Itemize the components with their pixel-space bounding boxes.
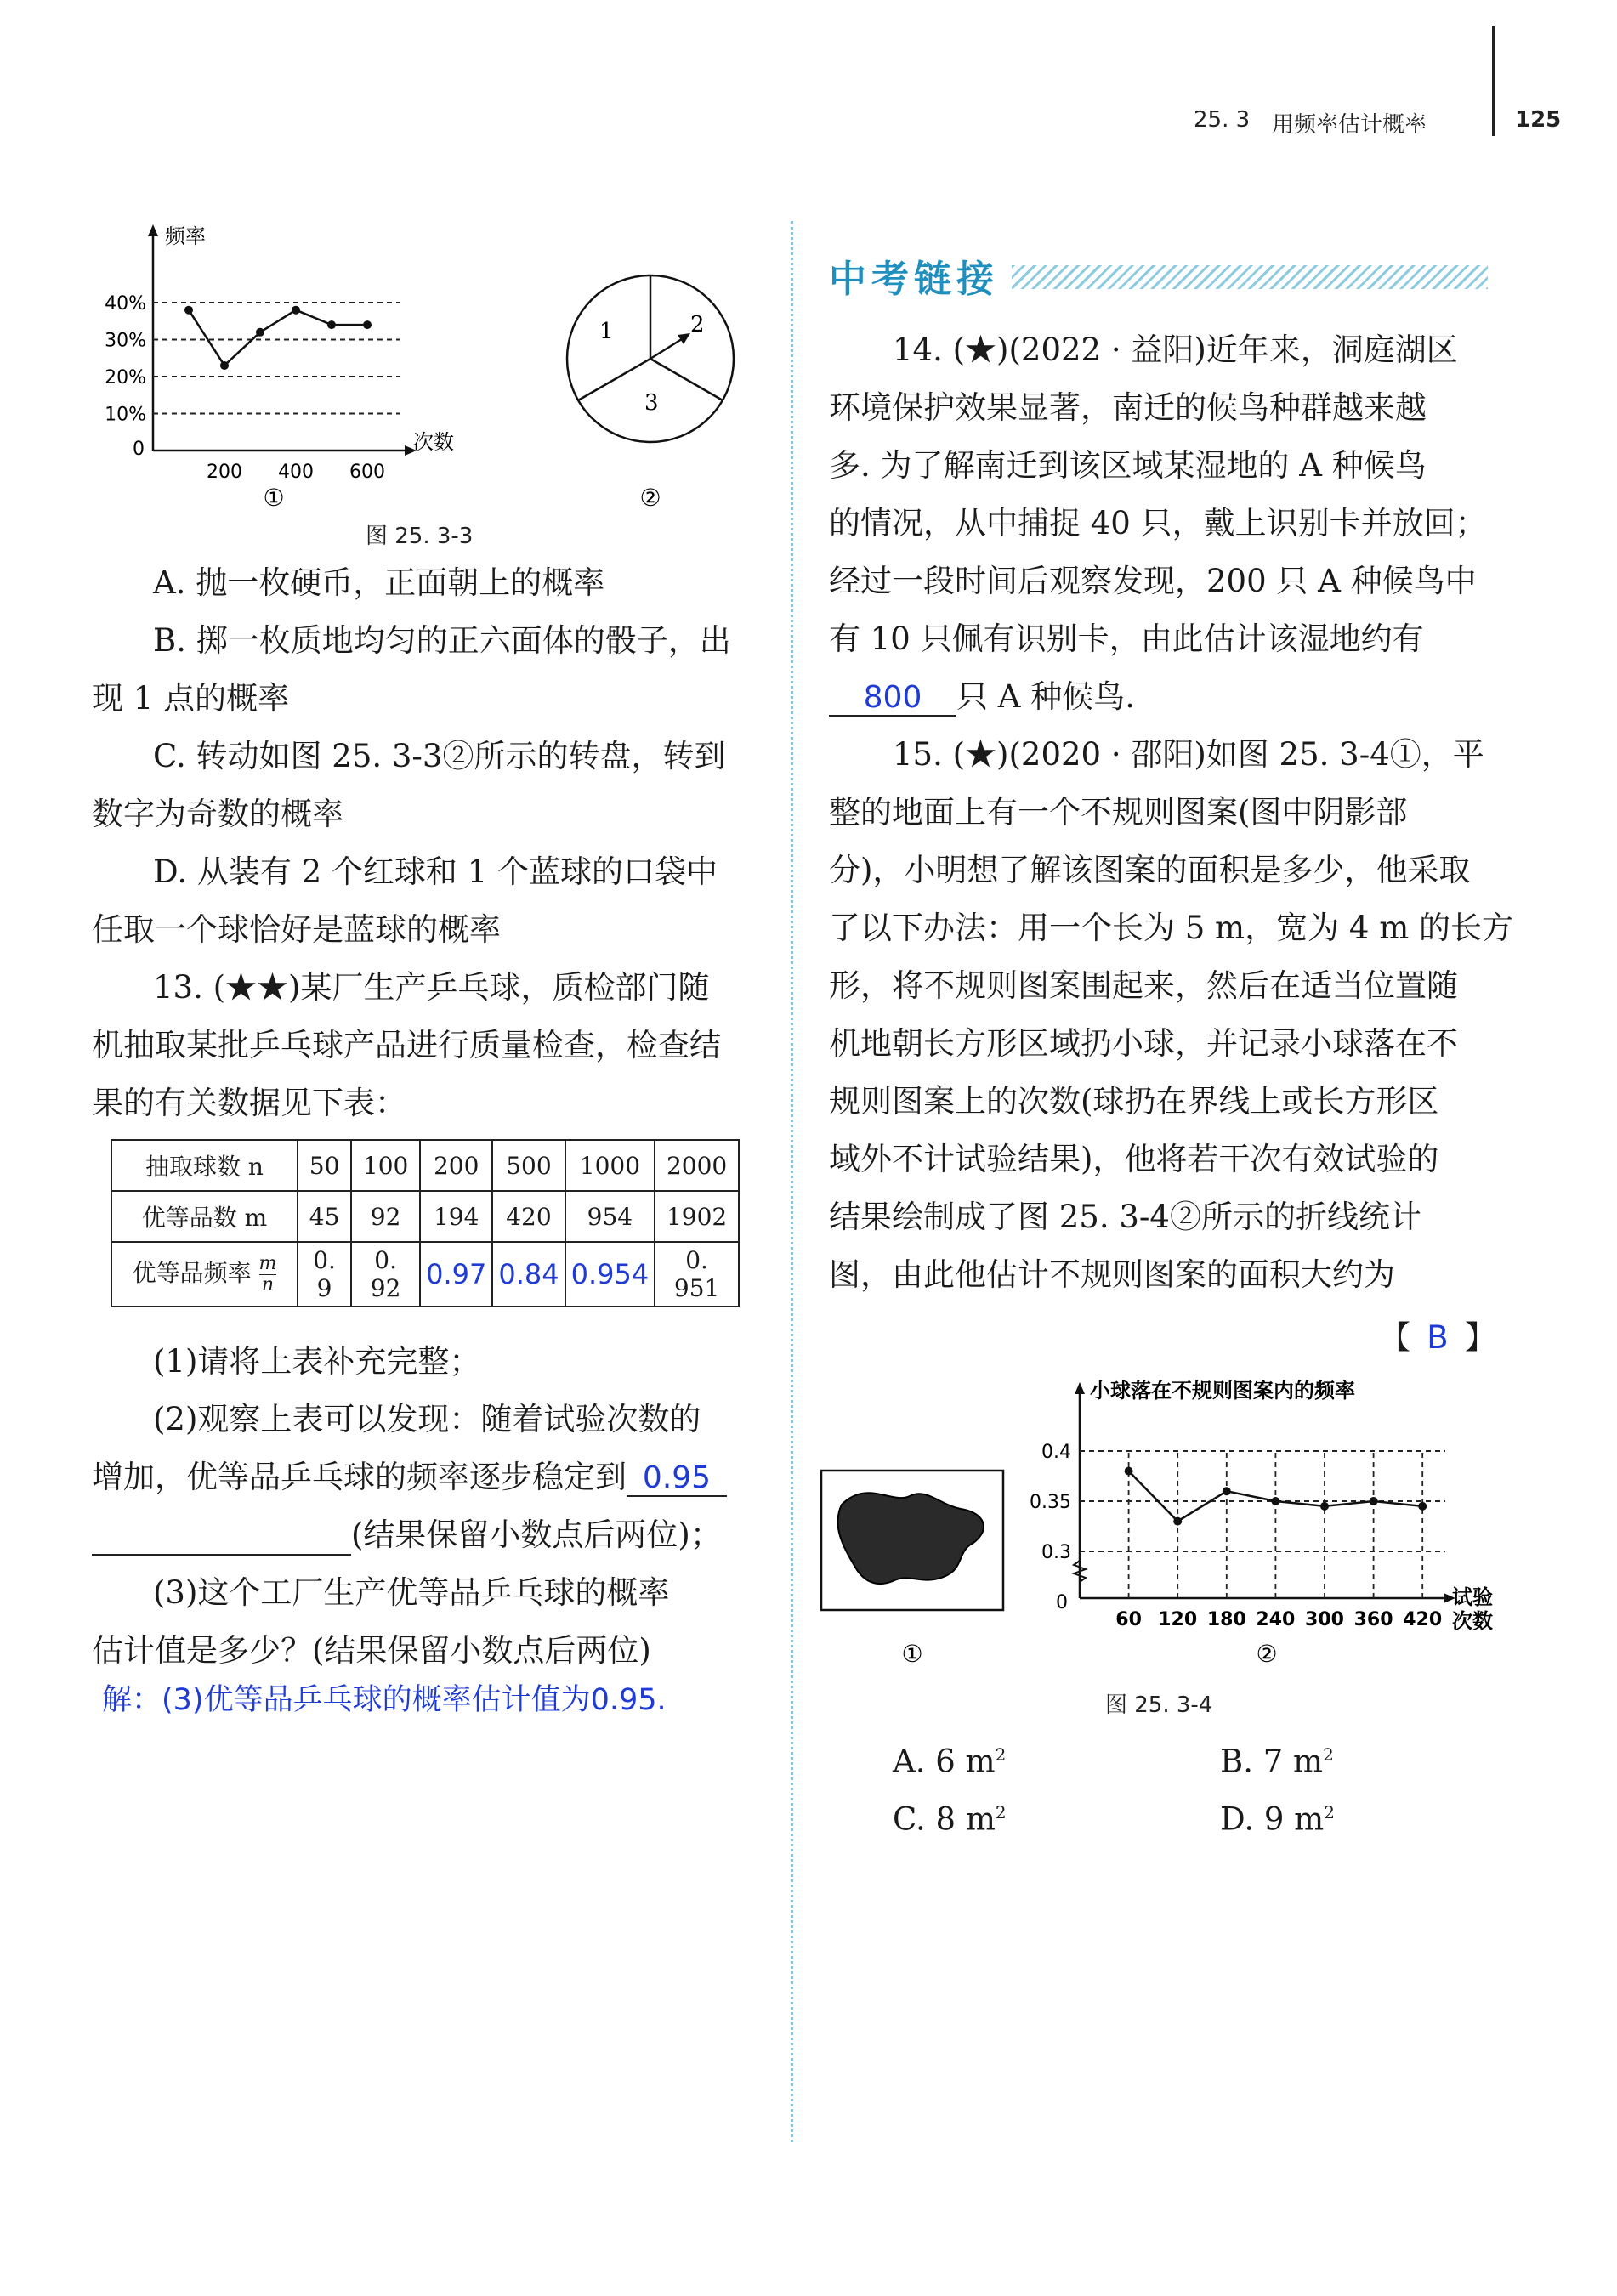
cell: 200 bbox=[420, 1140, 492, 1191]
option-d bbox=[1220, 1783, 1335, 1848]
table-row bbox=[111, 1242, 739, 1307]
data-point bbox=[327, 320, 336, 329]
q13-line2: 机抽取某批乒乓球产品进行质量检查，检查结 bbox=[92, 1027, 721, 1063]
cell: 45 bbox=[298, 1191, 351, 1242]
q13-sub2-tail: (结果保留小数点后两位)； bbox=[351, 1516, 722, 1553]
cell: 0. 9 bbox=[298, 1242, 351, 1307]
cell: 1902 bbox=[655, 1191, 739, 1242]
option-c bbox=[893, 1783, 1007, 1848]
x-axis-label: 次数 bbox=[413, 430, 454, 454]
figure-caption-25-3-3: 图 25. 3-3 bbox=[366, 524, 474, 549]
fig2-label: ② bbox=[1256, 1640, 1278, 1668]
cell: 0. 92 bbox=[351, 1242, 420, 1307]
quality-table bbox=[111, 1139, 740, 1307]
x-tick-label: 180 bbox=[1206, 1609, 1246, 1630]
origin-label: 0 bbox=[1056, 1592, 1068, 1613]
q14-line6: 有 10 只佩有识别卡，由此估计该湿地约有 bbox=[829, 621, 1424, 657]
chart-title: 小球落在不规则图案内的频率 bbox=[1090, 1379, 1355, 1403]
q13-solution: 解：(3)优等品乒乓球的概率估计值为0.95. bbox=[102, 1683, 667, 1717]
option-a: A. 抛一枚硬币，正面朝上的概率 bbox=[153, 564, 605, 601]
y-tick-label: 20% bbox=[105, 367, 146, 388]
q15-answer-bracket bbox=[1379, 1309, 1496, 1367]
frequency-line-chart bbox=[105, 224, 454, 512]
q15-line10: 图，由此他估计不规则图案的面积大约为 bbox=[829, 1256, 1395, 1293]
cell: 194 bbox=[420, 1191, 492, 1242]
q13-sub3-line2: 估计值是多少？(结果保留小数点后两位) bbox=[92, 1632, 651, 1669]
cell: 0. 951 bbox=[655, 1242, 739, 1307]
data-point bbox=[1271, 1497, 1279, 1505]
pointer-arrow-icon bbox=[678, 333, 690, 344]
superscript: 2 bbox=[1323, 1744, 1334, 1765]
option-b-text: B. 7 m bbox=[1220, 1743, 1324, 1780]
fig1-label: ① bbox=[263, 484, 285, 512]
spinner-pointer bbox=[650, 337, 684, 359]
q13-sub2-line2 bbox=[92, 1448, 727, 1506]
q14-line5: 经过一段时间后观察发现，200 只 A 种候鸟中 bbox=[829, 563, 1477, 599]
x-tick-label: 60 bbox=[1115, 1609, 1142, 1630]
q15-line5: 形，将不规则图案围起来，然后在适当位置随 bbox=[829, 967, 1458, 1004]
x-tick-label: 200 bbox=[207, 462, 242, 483]
q14-line4: 的情况，从中捕捉 40 只，戴上识别卡并放回； bbox=[829, 505, 1487, 541]
data-point bbox=[184, 306, 193, 315]
q14-line3: 多. 为了解南迁到该区域某湿地的 A 种候鸟 bbox=[829, 447, 1427, 484]
answer-blank-line bbox=[92, 1520, 351, 1556]
y-tick-label: 40% bbox=[105, 293, 146, 315]
table-row bbox=[111, 1140, 739, 1191]
q13-line1: 13. (★★)某厂生产乒乓球，质检部门随 bbox=[153, 969, 710, 1006]
q15-line7: 规则图案上的次数(球扔在界线上或长方形区 bbox=[829, 1083, 1439, 1120]
sector-label-2: 2 bbox=[690, 312, 705, 337]
fraction-denominator: n bbox=[261, 1273, 275, 1295]
header-title: 用频率估计概率 bbox=[1272, 112, 1427, 138]
y-axis-label: 频率 bbox=[165, 224, 206, 248]
q15-line6: 机地朝长方形区域扔小球，并记录小球落在不 bbox=[829, 1025, 1458, 1062]
superscript: 2 bbox=[995, 1802, 1007, 1823]
y-tick-label: 10% bbox=[105, 404, 146, 426]
y-tick-label: 0.4 bbox=[1041, 1442, 1071, 1463]
option-a-text: A. 6 m bbox=[893, 1743, 996, 1780]
y-axis-arrow bbox=[1075, 1382, 1085, 1394]
option-b bbox=[1220, 1726, 1334, 1790]
figure-25-3-3 bbox=[85, 213, 765, 527]
section-title-stripe bbox=[1012, 265, 1488, 289]
q14-answer: 800 bbox=[829, 681, 956, 717]
q13-sub3-line1: (3)这个工厂生产优等品乒乓球的概率 bbox=[153, 1574, 670, 1611]
sector-label-3: 3 bbox=[644, 390, 659, 416]
figure-caption-25-3-4: 图 25. 3-4 bbox=[1105, 1692, 1213, 1718]
series-line bbox=[189, 310, 367, 366]
data-point bbox=[1125, 1467, 1133, 1476]
row-label-freq bbox=[111, 1242, 298, 1307]
option-c-line2: 数字为奇数的概率 bbox=[92, 796, 343, 832]
x-axis-label-1: 试验 bbox=[1452, 1585, 1493, 1609]
q15-line1: 15. (★)(2020 · 邵阳)如图 25. 3-4①，平 bbox=[893, 736, 1484, 773]
x-tick-label: 400 bbox=[278, 462, 314, 483]
spinner-divider-right bbox=[650, 359, 723, 400]
cell: 100 bbox=[351, 1140, 420, 1191]
x-tick-label: 600 bbox=[349, 462, 385, 483]
x-tick-label: 360 bbox=[1353, 1609, 1393, 1630]
superscript: 2 bbox=[995, 1744, 1007, 1765]
fraction-m-over-n bbox=[259, 1254, 277, 1295]
option-b-line1: B. 掷一枚质地均匀的正六面体的骰子，出 bbox=[153, 622, 731, 659]
q13-sub2-answer: 0.95 bbox=[627, 1461, 727, 1497]
q13-sub2-line1: (2)观察上表可以发现：随着试验次数的 bbox=[153, 1401, 701, 1437]
figure-25-3-4 bbox=[816, 1369, 1513, 1675]
row-label-m: 优等品数 m bbox=[111, 1191, 298, 1242]
cell: 1000 bbox=[565, 1140, 655, 1191]
x-tick-0: 0 bbox=[133, 439, 145, 460]
answer-cell: 0.84 bbox=[492, 1242, 565, 1307]
q13-line3: 果的有关数据见下表： bbox=[92, 1085, 406, 1121]
option-b-line2: 现 1 点的概率 bbox=[92, 680, 290, 717]
q15-line3: 分)，小明想了解该图案的面积是多少，他采取 bbox=[829, 852, 1471, 888]
header-section: 25. 3 bbox=[1194, 107, 1251, 133]
q14-line1: 14. (★)(2022 · 益阳)近年来，洞庭湖区 bbox=[893, 332, 1458, 368]
option-c-line1: C. 转动如图 25. 3-3②所示的转盘，转到 bbox=[153, 738, 726, 774]
x-axis-label-2: 次数 bbox=[1452, 1609, 1493, 1633]
spinner-figure bbox=[567, 275, 734, 512]
data-point bbox=[1223, 1487, 1231, 1495]
irregular-shape bbox=[837, 1493, 984, 1584]
header-divider bbox=[1492, 26, 1495, 136]
page-number: 125 bbox=[1515, 107, 1562, 133]
fraction-numerator: m bbox=[258, 1252, 277, 1274]
option-d-line2: 任取一个球恰好是蓝球的概率 bbox=[92, 911, 501, 948]
y-tick-label: 0.35 bbox=[1030, 1492, 1071, 1513]
cell: 500 bbox=[492, 1140, 565, 1191]
q15-line4: 了以下办法：用一个长为 5 m，宽为 4 m 的长方 bbox=[829, 910, 1514, 946]
y-tick-label: 30% bbox=[105, 330, 146, 352]
y-axis-arrow bbox=[148, 224, 158, 236]
q14-line2: 环境保护效果显著，南迁的候鸟种群越来越 bbox=[829, 389, 1427, 426]
fig2-label: ② bbox=[639, 484, 661, 512]
data-point bbox=[1418, 1502, 1427, 1511]
x-tick-label: 120 bbox=[1158, 1609, 1198, 1630]
option-a bbox=[893, 1726, 1006, 1790]
cell: 420 bbox=[492, 1191, 565, 1242]
q13-sub2-text: 增加，优等品乒乓球的频率逐步稳定到 bbox=[92, 1459, 627, 1495]
y-tick-label: 0.3 bbox=[1041, 1542, 1071, 1563]
row-label-n: 抽取球数 n bbox=[111, 1140, 298, 1191]
superscript: 2 bbox=[1324, 1802, 1335, 1823]
ball-frequency-chart bbox=[1030, 1379, 1493, 1668]
x-tick-label: 240 bbox=[1256, 1609, 1296, 1630]
cell: 92 bbox=[351, 1191, 420, 1242]
data-point bbox=[1173, 1517, 1182, 1526]
bracket-right: 】 bbox=[1465, 1319, 1496, 1356]
freq-label-text: 优等品频率 bbox=[132, 1258, 252, 1287]
option-d-line1: D. 从装有 2 个红球和 1 个蓝球的口袋中 bbox=[153, 853, 718, 890]
x-tick-label: 420 bbox=[1403, 1609, 1443, 1630]
data-point bbox=[363, 320, 372, 329]
fig1-label: ① bbox=[901, 1640, 923, 1668]
answer-cell: 0.954 bbox=[565, 1242, 655, 1307]
q15-line2: 整的地面上有一个不规则图案(图中阴影部 bbox=[829, 794, 1408, 831]
answer-cell: 0.97 bbox=[420, 1242, 492, 1307]
cell: 954 bbox=[565, 1191, 655, 1242]
section-title: 中考链接 bbox=[829, 258, 999, 301]
column-divider bbox=[791, 221, 793, 2142]
sector-label-1: 1 bbox=[599, 319, 614, 344]
data-point bbox=[1370, 1497, 1378, 1505]
cell: 2000 bbox=[655, 1140, 739, 1191]
data-point bbox=[292, 306, 300, 315]
option-d-text: D. 9 m bbox=[1220, 1800, 1325, 1838]
option-c-text: C. 8 m bbox=[893, 1800, 996, 1838]
q15-answer: B bbox=[1427, 1319, 1449, 1356]
data-point bbox=[220, 361, 229, 370]
q14-line7 bbox=[829, 668, 1135, 726]
q13-sub2-line3 bbox=[92, 1506, 722, 1564]
x-tick-label: 300 bbox=[1305, 1609, 1344, 1630]
data-point bbox=[256, 328, 264, 337]
data-point bbox=[1320, 1502, 1329, 1511]
q15-line9: 结果绘制成了图 25. 3-4②所示的折线统计 bbox=[829, 1199, 1421, 1235]
cell: 50 bbox=[298, 1140, 351, 1191]
spinner-divider-left bbox=[578, 359, 650, 400]
q14-tail: 只 A 种候鸟. bbox=[956, 678, 1136, 715]
q13-sub1: (1)请将上表补充完整； bbox=[153, 1343, 481, 1380]
bracket-left: 【 bbox=[1379, 1319, 1410, 1356]
q15-line8: 域外不计试验结果)，他将若干次有效试验的 bbox=[829, 1141, 1439, 1177]
table-row bbox=[111, 1191, 739, 1242]
